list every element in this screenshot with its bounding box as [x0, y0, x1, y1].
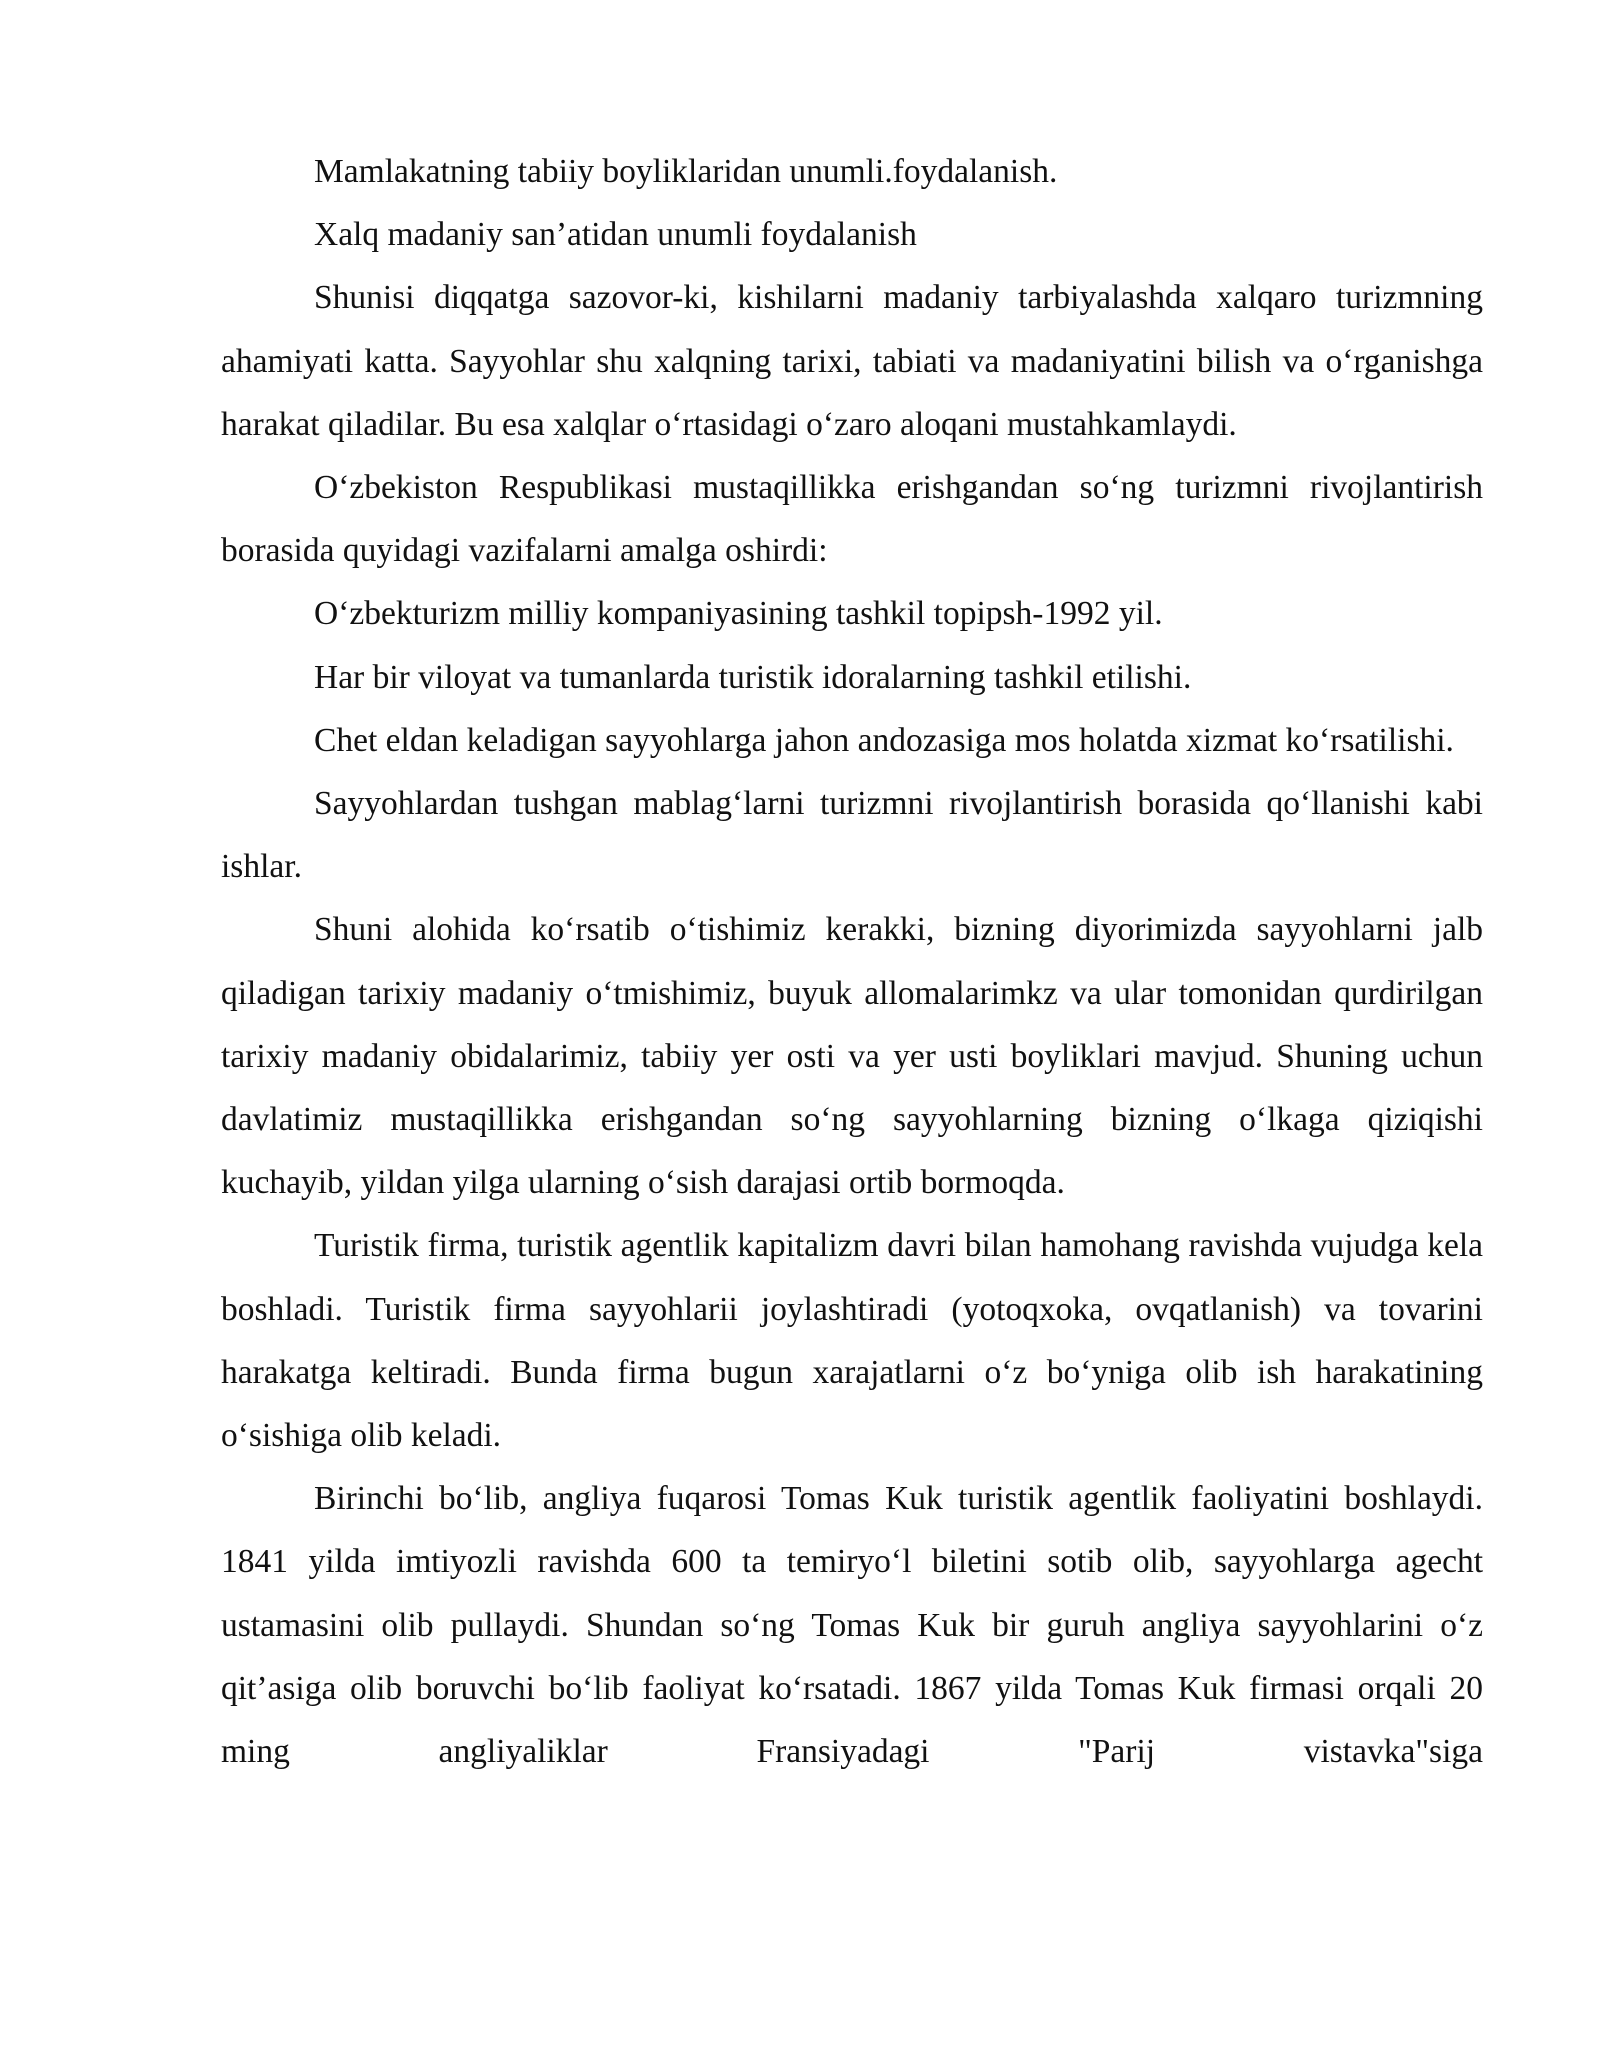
paragraph: Turistik firma, turistik agentlik kapitalizm davri bilan hamohang ravishda vujudga kela boshladi. Turistik firma sayyohlarii joylashtiradi (yotoqxoka, ovqatlanish) va tovarini harakatga keltiradi. Bunda firma bugun xarajatlarni oʻz boʻyniga olib ish harakatining oʻsishiga olib keladi. — [221, 1227, 1483, 1455]
paragraph: Xalq madaniy san’atidan unumli foydalanish — [314, 216, 917, 254]
paragraph: Oʻzbekiston Respublikasi mustaqillikka erishgandan soʻng turizmni rivojlantirish borasida quyidagi vazifalarni amalga oshirdi: — [221, 469, 1483, 570]
paragraph: Birinchi boʻlib, angliya fuqarosi Tomas Kuk turistik agentlik faoliyatini boshlaydi. 1841 yilda imtiyozli ravishda 600 ta temiryoʻl biletini sotib olib, sayyohlarga agecht ustamasini olib pullaydi. Shundan soʻng Tomas Kuk bir guruh angliya sayyohlarini oʻz qit’asiga olib boruvchi boʻlib faoliyat koʻrsatadi. 1867 yilda Tomas Kuk firmasi orqali 20 ming angliyaliklar Fransiyadagi "Parij vistavka"siga — [221, 1480, 1483, 1771]
paragraph: Mamlakatning tabiiy boyliklaridan unumli.foydalanish. — [314, 153, 1058, 190]
paragraph: Sayyohlardan tushgan mablagʻlarni turizmni rivojlantirish borasida qoʻllanishi kabi ishlar. — [221, 785, 1483, 886]
document-body — [221, 140, 1483, 1783]
paragraph: Har bir viloyat va tumanlarda turistik idoralarning tashkil etilishi. — [314, 658, 1192, 696]
paragraph: Oʻzbekturizm milliy kompaniyasining tashkil topipsh-1992 yil. — [314, 595, 1163, 633]
paragraph: Shunisi diqqatga sazovor-ki, kishilarni madaniy tarbiyalashda xalqaro turizmning ahamiyati katta. Sayyohlar shu xalqning tarixi, tabiati va madaniyatini bilish va oʻrganishga harakat qiladilar. Bu esa xalqlar oʻrtasidagi oʻzaro aloqani mustahkamlaydi. — [221, 279, 1483, 443]
paragraph: Shuni alohida koʻrsatib oʻtishimiz kerakki, bizning diyorimizda sayyohlarni jalb qiladigan tarixiy madaniy oʻtmishimiz, buyuk allomalarimkz va ular tomonidan qurdirilgan tarixiy madaniy obidalarimiz, tabiiy yer osti va yer usti boyliklari mavjud. Shuning uchun davlatimiz mustaqillikka erishgandan soʻng sayyohlarning bizning oʻlkaga qiziqishi kuchayib, yildan yilga ularning oʻsish darajasi ortib bormoqda. — [221, 911, 1483, 1202]
paragraph: Chet eldan keladigan sayyohlarga jahon andozasiga mos holatda xizmat koʻrsatilishi. — [314, 721, 1454, 759]
